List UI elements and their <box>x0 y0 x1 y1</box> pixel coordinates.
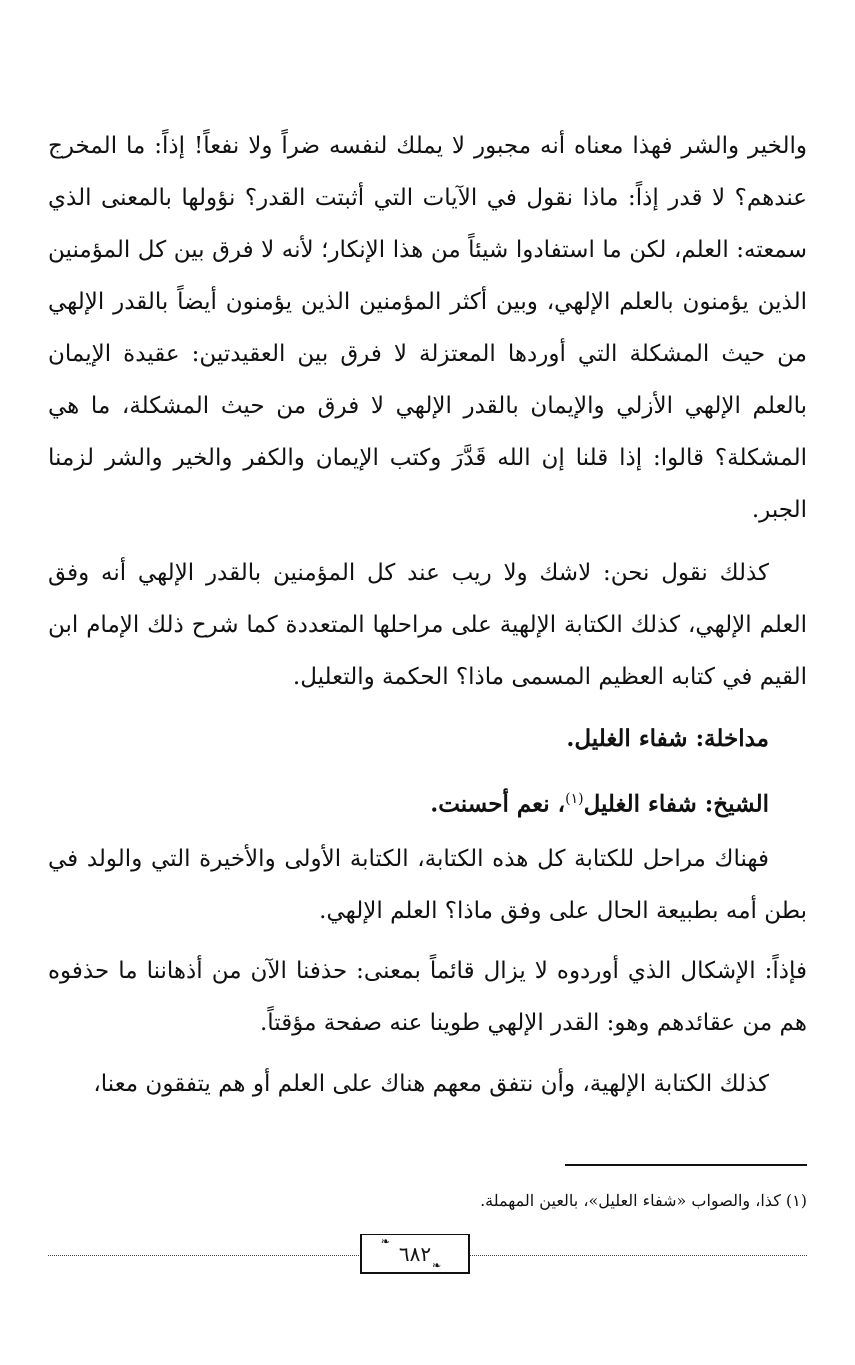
paragraph-6: فإذاً: الإشكال الذي أوردوه لا يزال قائماً بمعنى: حذفنا الآن من أذهاننا ما حذفوه هم من عقائدهم وهو: القدر الإلهي طوينا عنه صفحة مؤقتاً. <box>48 958 807 1036</box>
paragraph-intervention <box>48 713 807 765</box>
paragraph-5: فهناك مراحل للكتابة كل هذه الكتابة، الكتابة الأولى والأخيرة التي والولد في بطن أمه بطبيعة الحال على وفق ماذا؟ العلم الإلهي. <box>48 846 807 924</box>
ornament-icon: ❧ <box>432 1259 442 1272</box>
paragraph-7: كذلك الكتابة الإلهية، وأن نتفق معهم هناك على العلم أو هم يتفقون معنا، <box>93 1071 769 1097</box>
footnote-separator <box>565 1164 807 1166</box>
speaker-label-sheikh: الشيخ: <box>704 790 769 818</box>
page-number-frame <box>360 1234 470 1274</box>
intervention-text: شفاء الغليل. <box>566 725 696 752</box>
ornament-icon: ❧ <box>380 1235 390 1248</box>
paragraph-1: والخير والشر فهذا معناه أنه مجبور لا يملك لنفسه ضراً ولا نفعاً! إذاً: ما المخرج عندهم؟ لا قدر إذاً: ماذا نقول في الآيات التي أثبتت القدر؟ نؤولها بالمعنى الذي سمعته: العلم، لكن ما استفادوا شيئاً من هذا الإنكار؛ لأنه لا فرق بين كل المؤمنين الذين يؤمنون بالعلم الإلهي، وبين أكثر المؤمنين الذين يؤمنون أيضاً بالقدر الإلهي من حيث المشكلة التي أوردها المعتزلة لا فرق بين العقيدتين: عقيدة الإيمان بالعلم الإلهي الأزلي والإيمان بالقدر الإلهي لا فرق من حيث المشكلة، ما هي المشكلة؟ قالوا: إذا قلنا إن الله قَدَّرَ وكتب الإيمان والكفر والخير والشر لزمنا الجبر. <box>48 133 807 523</box>
sheikh-text-a: شفاء الغليل <box>583 790 705 818</box>
sheikh-text-b: ، نعم أحسنت. <box>430 790 566 818</box>
footnote: (١) كذا، والصواب «شفاء العليل»، بالعين المهملة. <box>480 1191 807 1210</box>
paragraph-2: كذلك نقول نحن: لاشك ولا ريب عند كل المؤمنين بالقدر الإلهي أنه وفق العلم الإلهي، كذلك الكتابة الإلهية على مراحلها المتعددة كما شرح ذلك الإمام ابن القيم في كتابه العظيم المسمى ماذا؟ الحكمة والتعليل. <box>48 560 807 690</box>
speaker-label-intervention: مداخلة: <box>695 725 769 752</box>
paragraph-sheikh <box>48 773 807 831</box>
page-number: ٦٨٢ <box>398 1242 432 1266</box>
footnote-reference: (١) <box>565 791 584 807</box>
